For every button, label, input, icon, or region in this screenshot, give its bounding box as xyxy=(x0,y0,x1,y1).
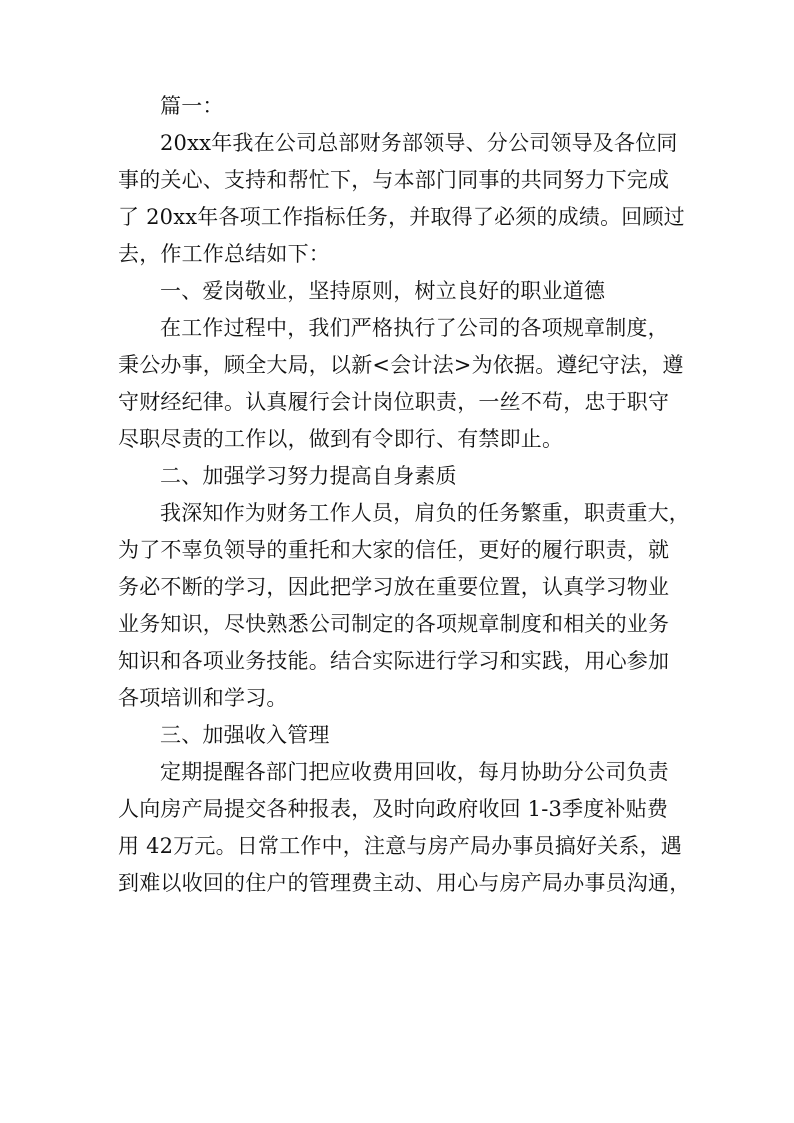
paragraph-line: 务必不断的学习，因此把学习放在重要位置，认真学习物业 xyxy=(118,575,670,599)
subheading-three: 三、加强收入管理 xyxy=(160,723,330,747)
paragraph-line: 为了不辜负领导的重托和大家的信任，更好的履行职责，就 xyxy=(118,538,670,562)
paragraph-line: 去，作工作总结如下： xyxy=(118,242,330,266)
document-body xyxy=(118,88,691,902)
paragraph-line: 知识和各项业务技能。结合实际进行学习和实践，用心参加 xyxy=(118,649,670,673)
paragraph-line: 到难以收回的住户的管理费主动、用心与房产局办事员沟通， xyxy=(118,871,691,895)
paragraph-line: 我深知作为财务工作人员，肩负的任务繁重，职责重大， xyxy=(160,501,690,525)
subheading-one: 一、爱岗敬业，坚持原则，树立良好的职业道德 xyxy=(160,279,606,303)
subheading-two: 二、加强学习努力提高自身素质 xyxy=(160,464,457,488)
paragraph-line: 各项培训和学习。 xyxy=(118,686,288,710)
paragraph-line: 用 42万元。日常工作中，注意与房产局办事员搞好关系，遇 xyxy=(118,834,682,858)
paragraph-line: 定期提醒各部门把应收费用回收，每月协助分公司负责 xyxy=(160,760,669,784)
paragraph-line: 20xx年我在公司总部财务部领导、分公司领导及各位同 xyxy=(160,131,678,155)
section-heading-pian-yi: 篇一： xyxy=(160,94,224,118)
paragraph-line: 事的关心、支持和帮忙下，与本部门同事的共同努力下完成 xyxy=(118,168,670,192)
paragraph-line: 尽职尽责的工作以，做到有令即行、有禁即止。 xyxy=(118,427,564,451)
paragraph-line: 人向房产局提交各种报表，及时向政府收回 1-3季度补贴费 xyxy=(118,797,669,821)
paragraph-line: 业务知识，尽快熟悉公司制定的各项规章制度和相关的业务 xyxy=(118,612,670,636)
paragraph-line: 守财经纪律。认真履行会计岗位职责，一丝不苟，忠于职守 xyxy=(118,390,670,414)
paragraph-line: 了 20xx年各项工作指标任务，并取得了必须的成绩。回顾过 xyxy=(118,205,685,229)
paragraph-line: 在工作过程中，我们严格执行了公司的各项规章制度， xyxy=(160,316,669,340)
paragraph-line: 秉公办事，顾全大局，以新<会计法>为依据。遵纪守法，遵 xyxy=(118,353,684,377)
